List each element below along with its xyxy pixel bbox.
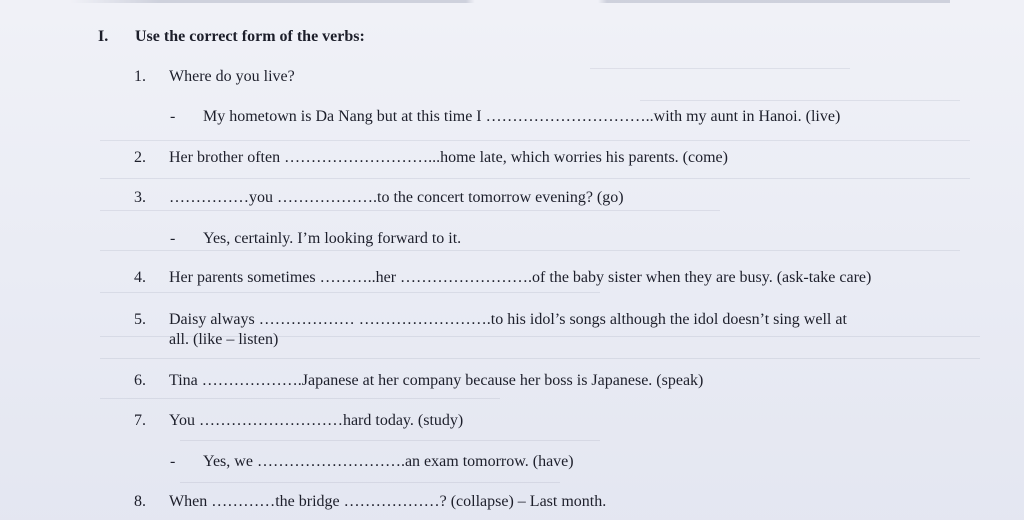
item-number: 6. [134, 372, 146, 389]
item-number: 2. [134, 149, 146, 166]
item-text: Her brother often ………………………...home late, which worries his parents. (come) [169, 149, 728, 166]
answer-dash: - [170, 108, 176, 125]
item-text: When …………the bridge ………………? (collapse) – Last month. [169, 493, 607, 510]
section-numeral: I. [98, 28, 109, 45]
item-text: Daisy always ……………… …………………….to his idol’s songs although the idol doesn’t sing well at [169, 311, 847, 328]
item-number: 8. [134, 493, 146, 510]
item-number: 3. [134, 189, 146, 206]
answer-text: My hometown is Da Nang but at this time I …………………………..with my aunt in Hanoi. (live) [203, 108, 841, 125]
item-number: 4. [134, 269, 146, 286]
item-text: Tina ……………….Japanese at her company because her boss is Japanese. (speak) [169, 372, 704, 389]
answer-text: Yes, certainly. I’m looking forward to it. [203, 230, 462, 247]
top-border-rule [70, 0, 950, 3]
item-text: ……………you ……………….to the concert tomorrow evening? (go) [169, 189, 624, 206]
item-number: 5. [134, 311, 146, 328]
item-number: 7. [134, 412, 146, 429]
item-text: Where do you live? [169, 68, 295, 85]
answer-dash: - [170, 230, 176, 247]
answer-text: Yes, we ……………………….an exam tomorrow. (have) [203, 453, 574, 470]
item-number: 1. [134, 68, 146, 85]
section-title: Use the correct form of the verbs: [135, 28, 365, 45]
item-text-continuation: all. (like – listen) [169, 331, 279, 348]
item-text: Her parents sometimes ………..her …………………….of the baby sister when they are busy. (ask-take care) [169, 269, 872, 286]
answer-dash: - [170, 453, 176, 470]
item-text: You ………………………hard today. (study) [169, 412, 464, 429]
